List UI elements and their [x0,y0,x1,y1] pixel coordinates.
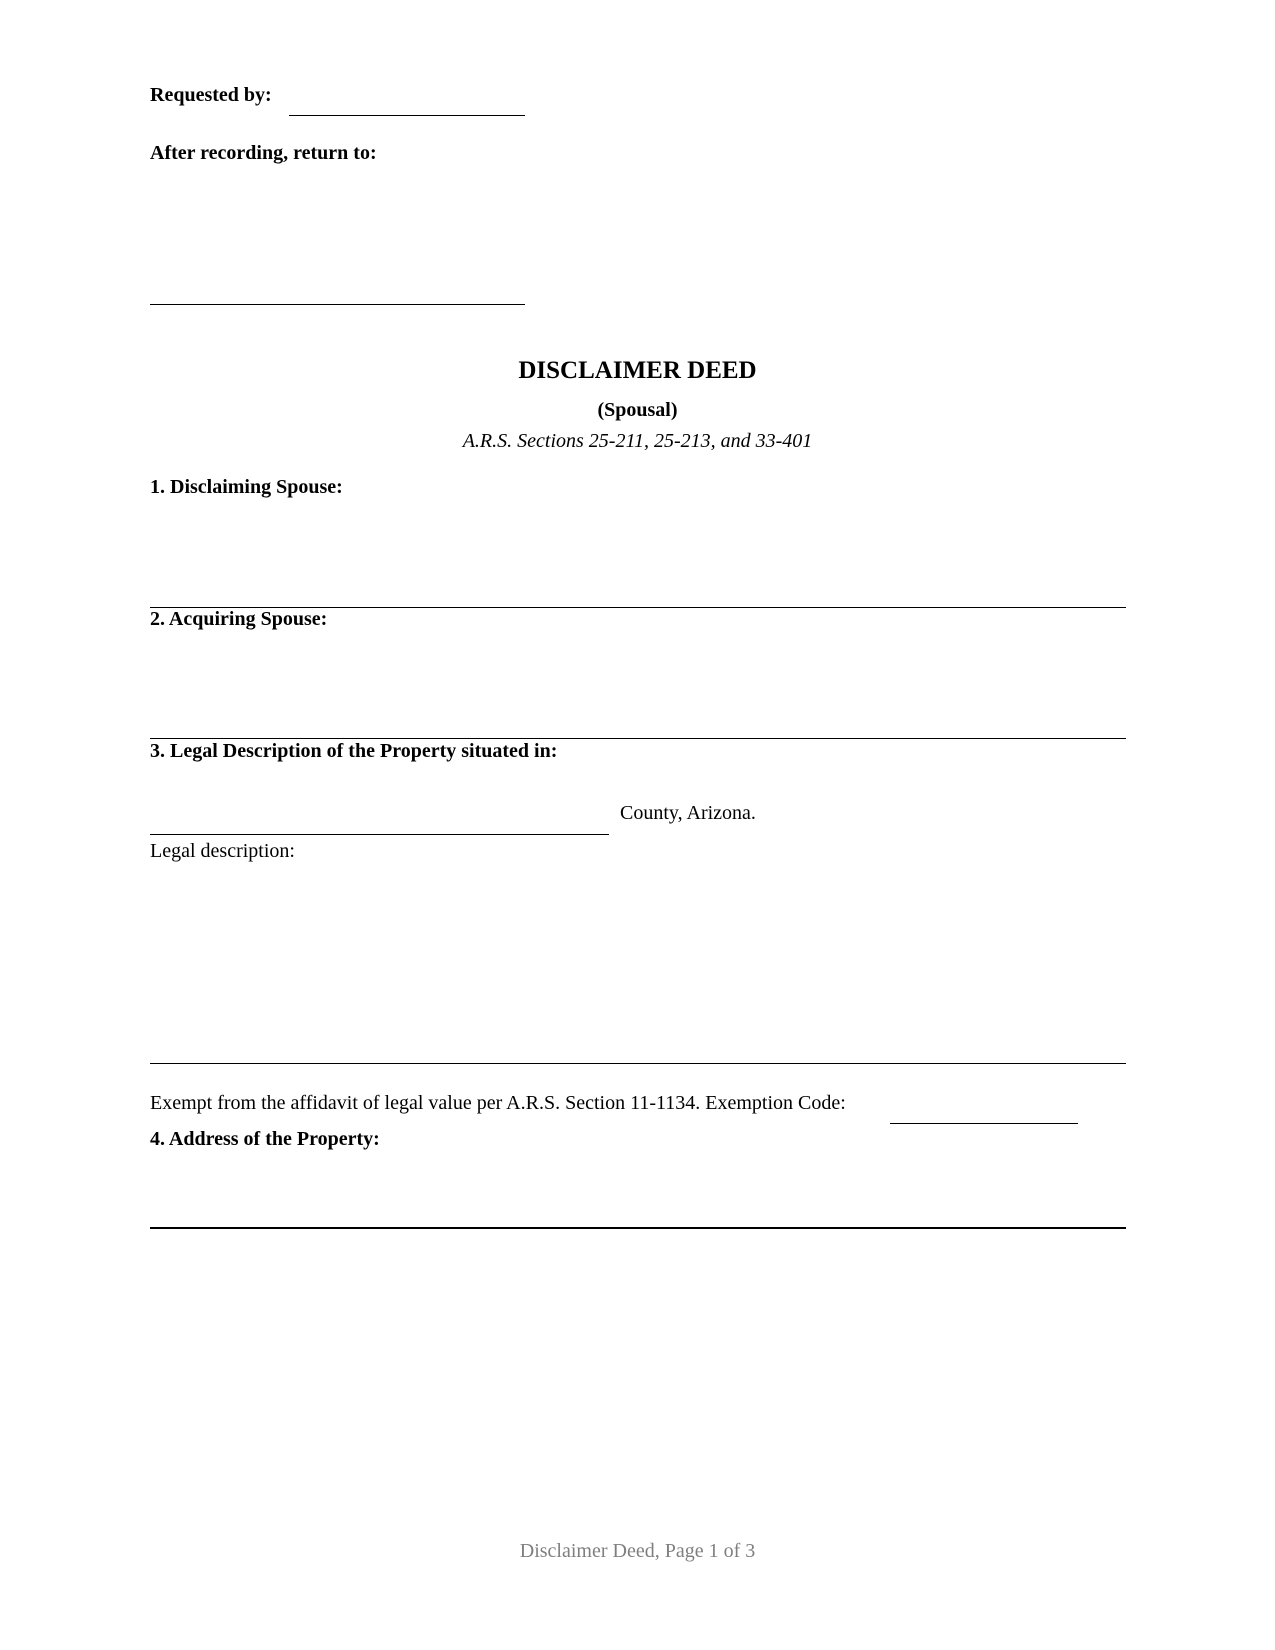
acquiring-spouse-heading: 2. Acquiring Spouse: [150,608,328,630]
exemption-text: Exempt from the affidavit of legal value per A.R.S. Section 11-1134. Exemption Code: [150,1092,846,1114]
requested-by-label: Requested by: [150,84,272,106]
county-suffix: County, Arizona. [620,802,756,824]
return-to-field-line[interactable] [150,304,525,305]
requested-by-field-line[interactable] [289,115,525,116]
address-heading: 4. Address of the Property: [150,1128,380,1150]
address-field-line[interactable] [150,1227,1126,1229]
legal-description-field-line[interactable] [150,1063,1126,1064]
statute-reference: A.R.S. Sections 25-211, 25-213, and 33-401 [462,430,813,452]
legal-description-label: Legal description: [150,840,295,862]
legal-description-heading: 3. Legal Description of the Property situated in: [150,740,558,762]
document-title: DISCLAIMER DEED [518,357,757,384]
document-subtitle: (Spousal) [597,399,678,421]
county-field-line[interactable] [150,834,609,835]
return-to-label: After recording, return to: [150,142,377,164]
page-footer: Disclaimer Deed, Page 1 of 3 [519,1540,756,1562]
exemption-code-field-line[interactable] [890,1123,1078,1124]
disclaiming-spouse-heading: 1. Disclaiming Spouse: [150,476,343,498]
